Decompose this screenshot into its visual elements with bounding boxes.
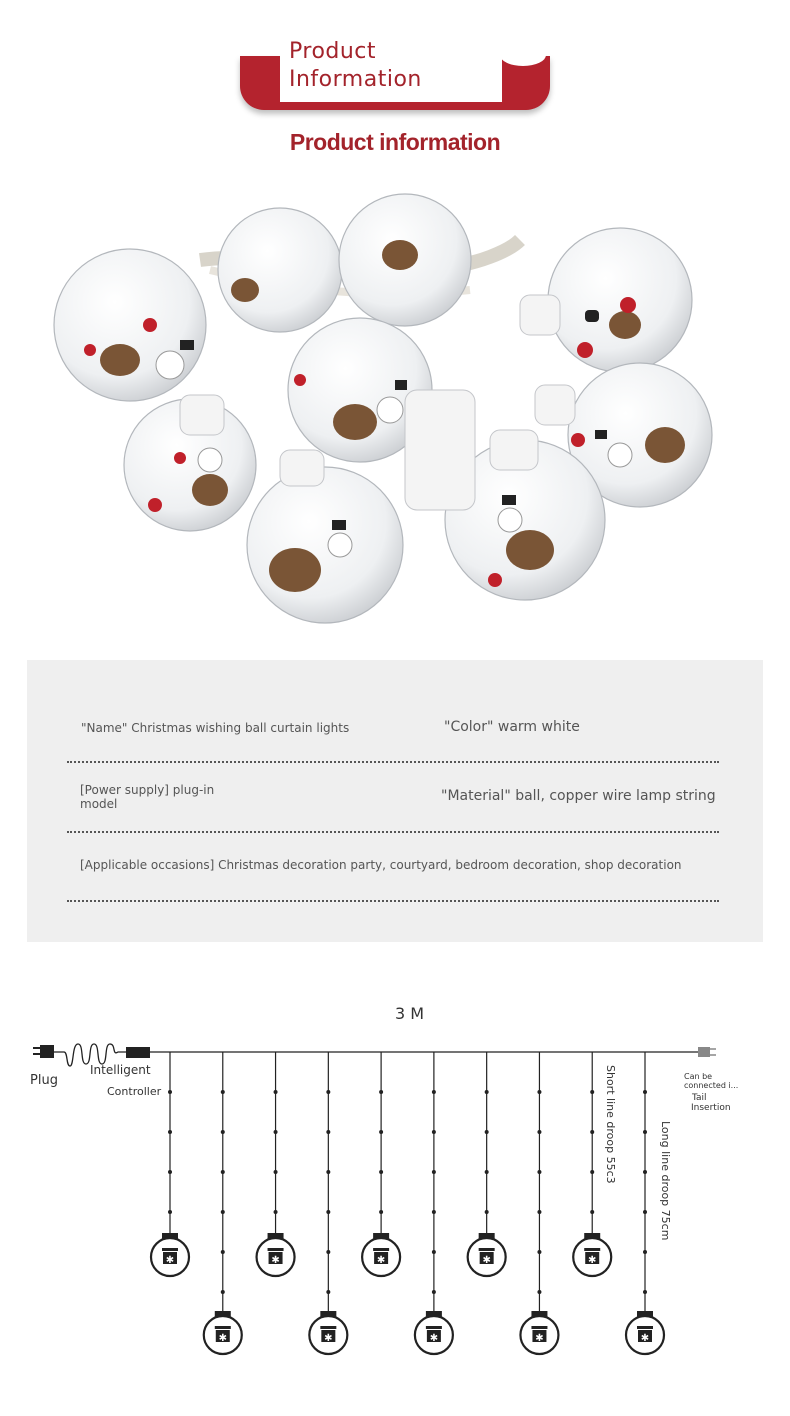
spec-occasions: [Applicable occasions] Christmas decoration party, courtyard, bedroom decoration, shop decoration bbox=[80, 858, 682, 872]
spec-power-line2: model bbox=[80, 797, 118, 811]
ball-ornament-icon bbox=[204, 1311, 242, 1354]
banner-title-line1: Product bbox=[289, 39, 377, 64]
product-photo bbox=[50, 190, 730, 640]
svg-text:✱: ✱ bbox=[165, 1255, 175, 1266]
banner-decoration bbox=[500, 44, 546, 66]
ball-ornament-icon bbox=[468, 1233, 506, 1276]
length-label: 3 M bbox=[395, 1004, 425, 1023]
tail-label-line1: Can be bbox=[684, 1072, 713, 1081]
controller-label-line1: Intelligent bbox=[90, 1063, 151, 1077]
ball-ornament-icon bbox=[309, 1311, 347, 1354]
ball-ornament-icon bbox=[626, 1311, 664, 1354]
divider bbox=[67, 831, 719, 833]
short-strand bbox=[468, 1052, 506, 1276]
ball-ornament-icon bbox=[520, 1311, 558, 1354]
tail-label-line3: Tail bbox=[692, 1093, 707, 1103]
ball-ornament-icon bbox=[573, 1233, 611, 1276]
ball-ornament-icon bbox=[257, 1233, 295, 1276]
banner-title-line2: Information bbox=[289, 67, 422, 92]
plug-label: Plug bbox=[30, 1073, 58, 1088]
spec-material: "Material" ball, copper wire lamp string bbox=[441, 788, 716, 804]
svg-text:✱: ✱ bbox=[324, 1333, 333, 1344]
divider bbox=[67, 900, 719, 902]
svg-text:✱: ✱ bbox=[376, 1255, 386, 1266]
short-droop-label: Short line droop 55c3 bbox=[604, 1065, 617, 1184]
ball-ornament-icon bbox=[415, 1311, 453, 1354]
tail-label-line4: Insertion bbox=[691, 1103, 731, 1113]
svg-text:✱: ✱ bbox=[588, 1255, 597, 1266]
section-subtitle: Product information bbox=[289, 129, 501, 155]
svg-text:✱: ✱ bbox=[640, 1333, 650, 1344]
wiring-diagram bbox=[0, 990, 790, 1416]
controller-icon bbox=[126, 1047, 150, 1058]
spec-panel bbox=[27, 660, 763, 942]
tail-label-line2: connected i... bbox=[684, 1081, 739, 1090]
spec-power bbox=[80, 783, 214, 811]
spec-color: "Color" warm white bbox=[444, 719, 580, 735]
divider bbox=[67, 761, 719, 763]
svg-text:✱: ✱ bbox=[429, 1333, 439, 1344]
long-strand bbox=[520, 1052, 558, 1354]
svg-text:✱: ✱ bbox=[482, 1255, 491, 1266]
ball-ornament-icon bbox=[362, 1233, 400, 1276]
tail-connector-icon bbox=[698, 1047, 716, 1057]
short-strand bbox=[362, 1052, 400, 1276]
short-strand bbox=[257, 1052, 295, 1276]
ball-ornament-icon bbox=[151, 1233, 189, 1276]
svg-text:✱: ✱ bbox=[218, 1333, 227, 1344]
long-strand bbox=[415, 1052, 453, 1354]
long-strand bbox=[204, 1052, 242, 1354]
controller-label-line2: Controller bbox=[107, 1085, 162, 1098]
svg-text:✱: ✱ bbox=[535, 1333, 544, 1344]
spec-power-line1: [Power supply] plug-in bbox=[80, 783, 215, 797]
long-droop-label: Long line droop 75cm bbox=[659, 1121, 672, 1241]
banner-title bbox=[289, 38, 499, 94]
spec-name: "Name" Christmas wishing ball curtain lights bbox=[81, 721, 350, 735]
svg-text:✱: ✱ bbox=[271, 1255, 280, 1266]
long-strand bbox=[309, 1052, 347, 1354]
